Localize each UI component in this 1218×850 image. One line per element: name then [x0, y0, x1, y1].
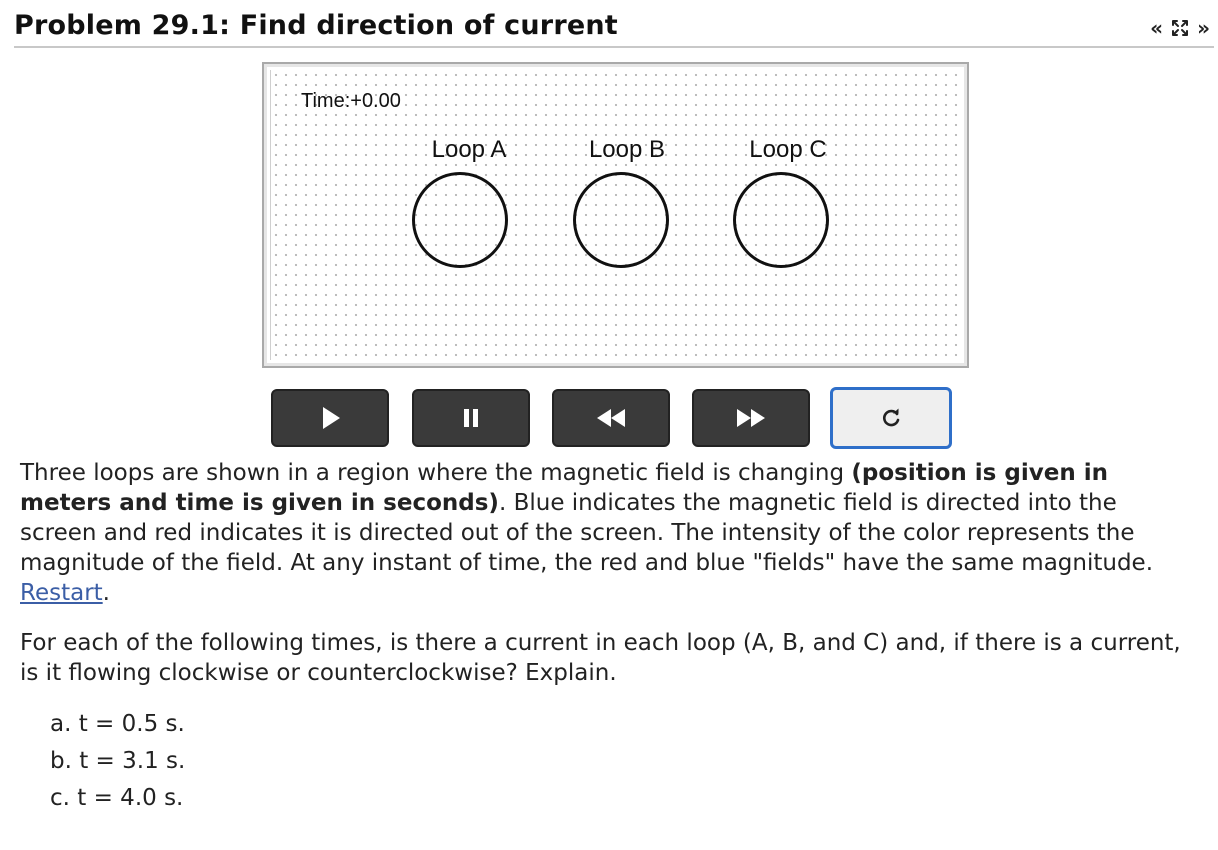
description-text-2: . Blue indicates the magnetic field is directed into the screen and red indicates it is directed out of the screen. The intensity of the color represents the magnitude of the field. At any instant of time, the red and blue "fields" have the same magnitude.: [20, 490, 1154, 576]
loop-c-circle: [733, 172, 829, 268]
simulation-panel: [262, 62, 969, 368]
loop-b-label: Loop B: [588, 136, 666, 163]
list-item: a. t = 0.5 s.: [50, 711, 185, 737]
loop-a-circle: [412, 172, 508, 268]
description-text-1: Three loops are shown in a region where the magnetic field is changing: [20, 460, 852, 486]
time-list: [50, 706, 185, 817]
play-icon: [316, 404, 344, 432]
expand-arrows-icon[interactable]: [1171, 19, 1189, 37]
simulation-canvas: [270, 70, 961, 360]
next-page-link[interactable]: »: [1197, 16, 1210, 40]
page-header: [14, 10, 1214, 48]
list-item: b. t = 3.1 s.: [50, 748, 186, 774]
description-units-note: (position is given in meters and time is given in seconds): [20, 460, 1108, 516]
loop-a-label: Loop A: [431, 136, 507, 163]
description-end: .: [102, 580, 110, 606]
page-title: Problem 29.1: Find direction of current: [14, 10, 618, 41]
question-paragraph: For each of the following times, is there a current in each loop (A, B, and C) and, if there is a current, is it flowing clockwise or counterclockwise? Explain.: [20, 630, 1181, 686]
loop-b-circle: [573, 172, 669, 268]
rewind-button[interactable]: [552, 389, 670, 447]
reset-icon: [879, 406, 903, 430]
nav-controls: [1150, 16, 1210, 40]
time-readout: Time:+0.00: [301, 90, 401, 112]
reset-button[interactable]: [830, 387, 952, 449]
list-item: c. t = 4.0 s.: [50, 785, 184, 811]
play-button[interactable]: [271, 389, 389, 447]
pause-button[interactable]: [412, 389, 530, 447]
previous-page-link[interactable]: «: [1150, 16, 1164, 40]
question-text: [20, 628, 1200, 688]
fast-forward-button[interactable]: [692, 389, 810, 447]
fast-forward-icon: [734, 404, 768, 432]
playback-controls: [271, 387, 956, 449]
restart-link[interactable]: Restart: [20, 580, 103, 606]
rewind-icon: [594, 404, 628, 432]
problem-description: [20, 458, 1200, 608]
pause-icon: [457, 404, 485, 432]
loop-c-label: Loop C: [749, 136, 827, 163]
